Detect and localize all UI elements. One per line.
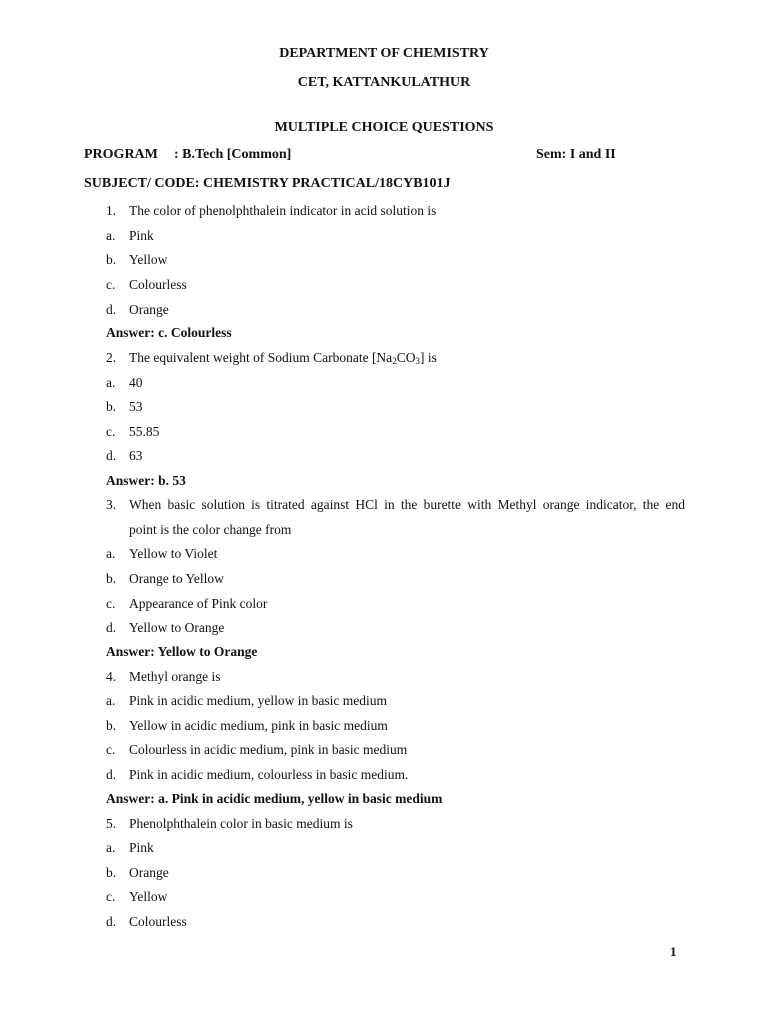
subject-code: SUBJECT/ CODE: CHEMISTRY PRACTICAL/18CYB101J: [84, 176, 451, 191]
option-text: Orange: [129, 302, 169, 317]
question-number: 4.: [106, 669, 117, 684]
option-label: d.: [106, 620, 117, 635]
subscript: 2: [392, 356, 397, 366]
institution-heading: CET, KATTANKULATHUR: [297, 75, 471, 90]
option-text: 40: [129, 375, 143, 390]
question-text-part: CO: [396, 350, 416, 365]
subscript: 3: [415, 356, 420, 366]
question-number: 3.: [106, 497, 117, 512]
question-number: 2.: [106, 350, 117, 365]
program-value: : B.Tech [Common]: [174, 147, 292, 162]
option-text: Pink in acidic medium, colourless in basic medium.: [129, 767, 409, 782]
option-text: Yellow: [129, 889, 168, 904]
page-number: 1: [670, 944, 677, 959]
option-label: b.: [106, 718, 117, 733]
option-text: Pink: [129, 228, 154, 243]
option-label: c.: [106, 424, 116, 439]
option-text: Colourless in acidic medium, pink in basic medium: [129, 742, 408, 757]
option-text: Colourless: [129, 277, 187, 292]
semester-label: Sem: I and II: [536, 147, 616, 162]
answer-1: Answer: c. Colourless: [106, 325, 232, 340]
option-text: Pink in acidic medium, yellow in basic medium: [129, 693, 387, 708]
option-label: d.: [106, 914, 117, 929]
option-label: b.: [106, 571, 117, 586]
option-label: a.: [106, 840, 116, 855]
question-number: 1.: [106, 203, 117, 218]
answer-3: Answer: Yellow to Orange: [106, 644, 258, 659]
question-text-part: The equivalent weight of Sodium Carbonate [Na: [129, 350, 393, 365]
option-text: Yellow: [129, 252, 168, 267]
answer-2: Answer: b. 53: [106, 473, 186, 488]
option-label: b.: [106, 865, 117, 880]
program-label: PROGRAM: [84, 147, 158, 162]
option-text: 53: [129, 399, 143, 414]
option-text: Yellow in acidic medium, pink in basic medium: [129, 718, 388, 733]
option-label: d.: [106, 302, 117, 317]
option-label: d.: [106, 767, 117, 782]
department-heading: DEPARTMENT OF CHEMISTRY: [279, 46, 489, 61]
document-title: MULTIPLE CHOICE QUESTIONS: [274, 120, 494, 135]
option-label: c.: [106, 742, 116, 757]
option-label: a.: [106, 228, 116, 243]
option-text: Orange to Yellow: [129, 571, 224, 586]
option-text: Yellow to Orange: [129, 620, 225, 635]
option-label: b.: [106, 252, 117, 267]
option-label: a.: [106, 693, 116, 708]
question-number: 5.: [106, 816, 117, 831]
option-text: 63: [129, 448, 143, 463]
question-text: Methyl orange is: [129, 669, 221, 684]
question-text: [129, 350, 437, 366]
question-text-part: ] is: [419, 350, 437, 365]
option-text: Orange: [129, 865, 169, 880]
question-text-line-2: point is the color change from: [129, 522, 292, 537]
option-label: d.: [106, 448, 117, 463]
option-text: Appearance of Pink color: [129, 596, 268, 611]
option-text: Yellow to Violet: [129, 546, 218, 561]
question-text-line-1: When basic solution is titrated against HCl in the burette with Methyl orange indicator, the end: [129, 497, 685, 512]
option-label: c.: [106, 889, 116, 904]
question-text: The color of phenolphthalein indicator in acid solution is: [129, 203, 437, 218]
option-text: Colourless: [129, 914, 187, 929]
option-label: b.: [106, 399, 117, 414]
option-label: a.: [106, 375, 116, 390]
question-text: Phenolphthalein color in basic medium is: [129, 816, 353, 831]
option-label: a.: [106, 546, 116, 561]
option-text: Pink: [129, 840, 154, 855]
option-label: c.: [106, 596, 116, 611]
answer-4: Answer: a. Pink in acidic medium, yellow in basic medium: [106, 791, 443, 806]
option-text: 55.85: [129, 424, 160, 439]
option-label: c.: [106, 277, 116, 292]
